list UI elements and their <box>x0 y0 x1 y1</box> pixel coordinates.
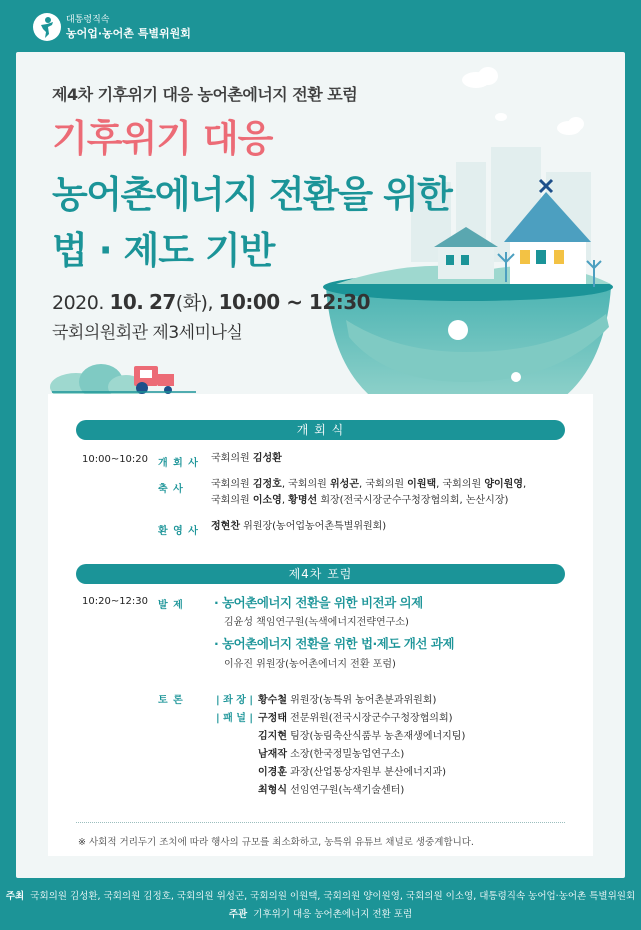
panel-tag: | 패 널 | <box>216 713 254 724</box>
org-sup-label: 대통령직속 <box>66 15 110 25</box>
org-name: 농어업·농어촌 특별위원회 <box>66 27 191 40</box>
title-line-3: 법 · 제도 기반 <box>52 229 275 272</box>
discussant: 구정태 전문위원(전국시장군수구청장협의회) <box>258 713 453 724</box>
opening-address-role: 개 회 사 <box>158 458 199 469</box>
forum-section-bar: 제4차 포럼 <box>76 564 565 584</box>
event-datetime: 2020. 10. 27(화), 10:00 ~ 12:30 <box>52 290 371 314</box>
discussant: 이경훈 과장(산업통상자원부 분산에너지과) <box>258 767 447 778</box>
divider <box>76 822 565 823</box>
forum-subtitle: 제4차 기후위기 대응 농어촌에너지 전환 포럼 <box>52 85 358 104</box>
presentation-role: 발 제 <box>158 600 184 611</box>
topic-2-presenter: 이유진 위원장(농어촌에너지 전환 포럼) <box>224 659 396 670</box>
org-logo <box>32 12 191 42</box>
topic-1-title: · 농어촌에너지 전환을 위한 비전과 의제 <box>214 595 423 610</box>
title-line-2: 농어촌에너지 전환을 위한 <box>52 173 452 216</box>
discussant: 남재작 소장(한국정밀농업연구소) <box>258 749 405 760</box>
organizer-line: 주관 기후위기 대응 농어촌에너지 전환 포럼 <box>228 909 413 920</box>
title-line-1: 기후위기 대응 <box>52 117 273 160</box>
forum-time: 10:20~12:30 <box>82 596 149 607</box>
host-line: 주최 국회의원 김성환, 국회의원 김정호, 국회의원 위성곤, 국회의원 이원택, 국회의원 양이원영, 국회의원 이소영, 대통령직속 농어업·농어촌 특별위원회 <box>5 891 636 902</box>
welcome-speaker: 정현찬 위원장(농어업농어촌특별위원회) <box>211 521 387 532</box>
topic-1-presenter: 김윤성 책임연구원(녹색에너지전략연구소) <box>224 617 409 628</box>
welcome-role: 환 영 사 <box>158 526 199 537</box>
header-bar <box>0 0 641 52</box>
discussant: 황수철 위원장(농특위 농어촌분과위원회) <box>258 695 437 706</box>
discussant: 김지현 팀장(농림축산식품부 농촌재생에너지팀) <box>258 731 466 742</box>
discussant: 최형식 선임연구원(녹색기술센터) <box>258 785 405 796</box>
person-logo-icon <box>32 12 62 42</box>
discussion-role: 토 론 <box>158 695 184 706</box>
congratulatory-speakers: 국회의원 김정호, 국회의원 위성곤, 국회의원 이원택, 국회의원 양이원영, 국회의원 이소영, 황명선 회장(전국시장군수구청장협의회, 논산시장) <box>211 479 527 506</box>
livestream-note: ※ 사회적 거리두기 조치에 따라 행사의 규모를 최소화하고, 농특위 유튜브 채널로 생중계합니다. <box>78 837 474 848</box>
opening-section-bar: 개 회 식 <box>76 420 565 440</box>
chair-tag: | 좌 장 | <box>216 695 254 706</box>
opening-time: 10:00~10:20 <box>82 454 149 465</box>
topic-2-title: · 농어촌에너지 전환을 위한 법·제도 개선 과제 <box>214 636 454 651</box>
cloud-icon <box>462 67 584 135</box>
program-card <box>48 394 593 856</box>
event-venue: 국회의원회관 제3세미나실 <box>52 323 243 343</box>
opening-address-speaker: 국회의원 김성환 <box>211 453 282 464</box>
poster-body <box>16 52 625 878</box>
congratulatory-role: 축 사 <box>158 484 184 495</box>
